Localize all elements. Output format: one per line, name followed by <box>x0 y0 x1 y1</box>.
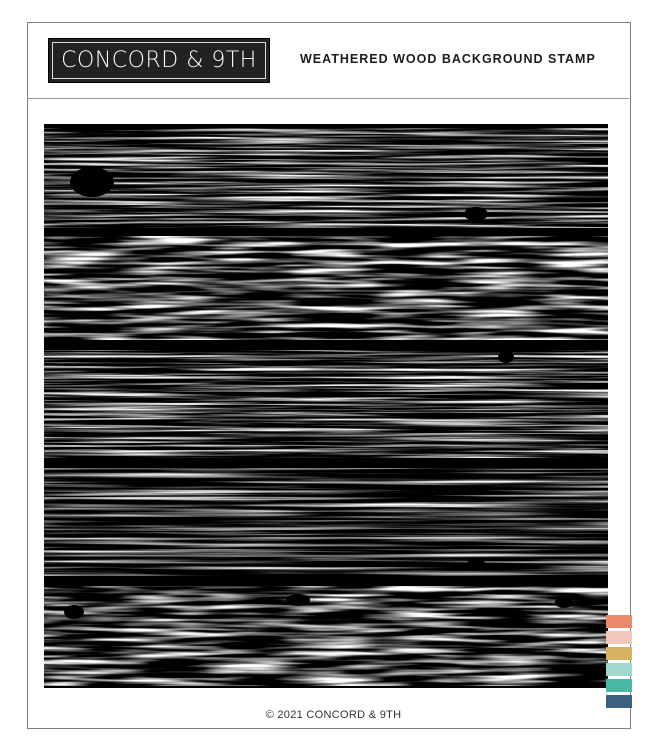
knot <box>286 594 310 606</box>
plank-gap <box>44 228 608 236</box>
swatch-mustard <box>606 647 632 660</box>
wood-planks <box>44 128 608 686</box>
swatch-coral <box>606 615 632 628</box>
swatch-navy <box>606 695 632 708</box>
swatch-blush <box>606 631 632 644</box>
knot <box>555 596 573 608</box>
header-divider <box>27 98 631 99</box>
plank-gap <box>44 340 608 350</box>
brand-logo <box>48 38 270 83</box>
plank-gap <box>44 458 608 468</box>
color-swatches <box>606 615 632 711</box>
knot <box>467 558 485 570</box>
knot <box>64 605 84 619</box>
product-title: WEATHERED WOOD BACKGROUND STAMP <box>300 52 596 66</box>
plank <box>44 468 608 576</box>
wood-plank-stamp-image <box>44 124 608 688</box>
plank-gap <box>44 576 608 586</box>
knot <box>70 167 114 197</box>
swatch-teal <box>606 679 632 692</box>
plank <box>44 128 608 228</box>
brand-logo-text: CONCORD & 9TH <box>52 42 266 79</box>
plank <box>44 236 608 340</box>
knot <box>498 351 514 363</box>
knot <box>464 207 488 221</box>
plank <box>44 586 608 686</box>
swatch-seafoam <box>606 663 632 676</box>
stamp-image <box>44 124 608 688</box>
copyright-text: © 2021 CONCORD & 9TH <box>265 709 402 721</box>
plank <box>44 350 608 458</box>
